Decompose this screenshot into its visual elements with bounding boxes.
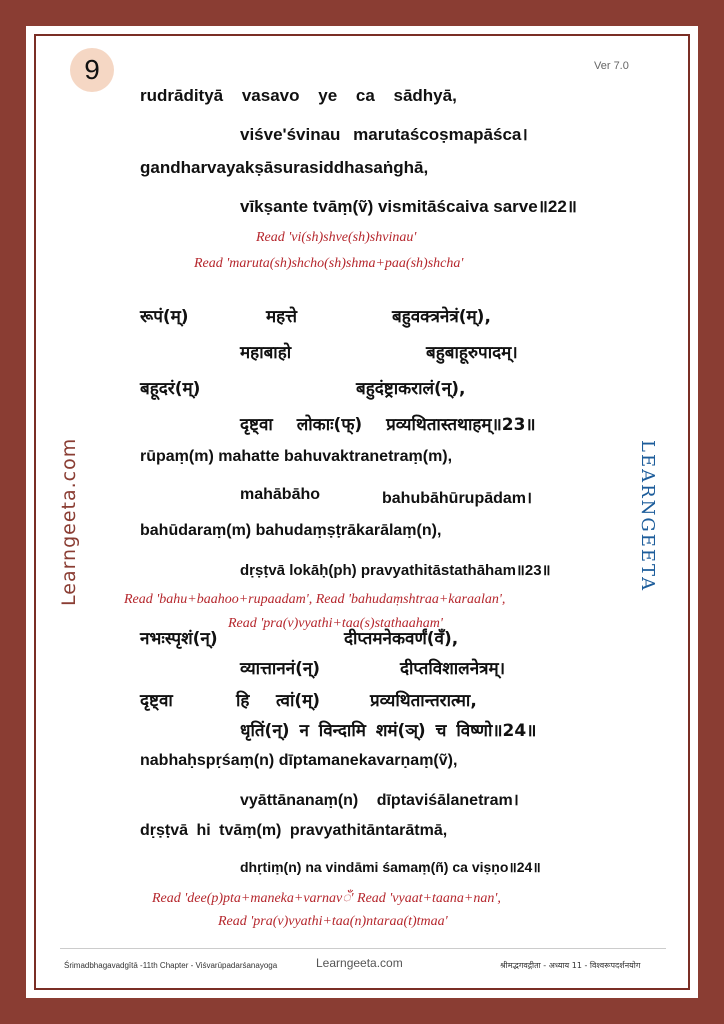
footer-divider — [60, 948, 666, 949]
verse24-roman-line3: dṛṣṭvā hi tvāṃ(m) pravyathitāntarātmā, — [140, 822, 448, 839]
verse23-roman-line4: dṛṣṭvā lokāḥ(ph) pravyathitāstathāham॥23॥ — [240, 562, 551, 579]
footer-left-text: Śrimadbhagavadgītā -11th Chapter - Viśvarūpadarśanayoga — [64, 961, 278, 970]
logo-text: LEARNGEETA — [637, 440, 658, 593]
verse23-deva-line3b: बहुदंष्ट्राकरालं(न्), — [356, 379, 466, 399]
verse22-line2: viśve'śvinau marutaścoṣmapāśca। — [240, 125, 528, 144]
read-note-22a: Read 'vi(sh)shve(sh)shvinau' — [256, 230, 417, 245]
verse23-deva-line2a: महाबाहो — [240, 343, 292, 363]
verse23-deva-line4: दृष्ट्वा लोकाः(फ्) प्रव्यथितास्तथाहम्॥23॥ — [240, 415, 536, 435]
read-note-22b: Read 'maruta(sh)shcho(sh)shma+paa(sh)shcha' — [194, 256, 464, 271]
verse24-deva-line3b: हि — [236, 691, 250, 711]
verse24-deva-line2b: दीप्तविशालनेत्रम्। — [400, 659, 506, 679]
version-label: Ver 7.0 — [594, 60, 629, 72]
verse24-roman-line4: dhṛtiṃ(n) na vindāmi śamaṃ(ñ) ca viṣṇo॥24॥ — [240, 859, 541, 875]
verse22-line1: rudrādityā vasavo ye ca sādhyā, — [140, 86, 457, 105]
side-website-label: Learngeeta.com — [58, 437, 80, 606]
verse23-deva-line1c: बहुवक्त्रनेत्रं(म्), — [392, 307, 491, 327]
read-note-23b: Read 'pra(v)vyathi+taa(s)stathaaham' — [228, 616, 443, 631]
verse23-deva-line1a: रूपं(म्) — [140, 307, 189, 327]
page-number-badge: 9 — [70, 48, 114, 92]
read-note-23a: Read 'bahu+baahoo+rupaadam', Read 'bahudaṃshtraa+karaalan', — [124, 592, 506, 607]
verse24-deva-line1a: नभःस्पृशं(न्) — [140, 629, 218, 649]
read-note-24a: Read 'dee(p)pta+maneka+varnavँ' Read 'vyaat+taana+nan', — [152, 891, 501, 906]
footer-website: Learngeeta.com — [316, 956, 403, 970]
verse24-deva-line2a: व्यात्ताननं(न्) — [240, 659, 321, 679]
verse24-deva-line3a: दृष्ट्वा — [140, 691, 173, 711]
verse24-deva-line1b: दीप्तमनेकवर्णं(वँ), — [344, 629, 459, 649]
verse23-roman-line2b: bahubāhūrupādam। — [382, 490, 533, 507]
verse24-deva-line3d: प्रव्यथितान्तरात्मा, — [370, 691, 477, 711]
verse23-roman-line3: bahūdaraṃ(m) bahudaṃṣṭrākarālaṃ(n), — [140, 522, 442, 539]
verse24-roman-line1: nabhaḥspṛśaṃ(n) dīptamanekavarṇaṃ(ṽ), — [140, 752, 458, 769]
footer-right-text: श्रीमद्भगवद्गीता - अध्याय 11 - विश्वरूपदर्शनयोग — [500, 961, 641, 970]
verse23-deva-line3a: बहूदरं(म्) — [140, 379, 201, 399]
verse23-deva-line1b: महत्ते — [266, 307, 297, 327]
read-note-24b: Read 'pra(v)vyathi+taa(n)ntaraa(t)tmaa' — [218, 914, 448, 929]
learngeeta-logo — [636, 440, 660, 593]
verse24-roman-line2: vyāttānanaṃ(n) dīptaviśālanetram। — [240, 792, 519, 809]
page-body — [36, 36, 688, 988]
verse23-deva-line2b: बहुबाहूरुपादम्। — [426, 343, 518, 363]
verse22-line4: vīkṣante tvāṃ(ṽ) vismitāścaiva sarve॥22॥ — [240, 197, 577, 216]
verse22-line3: gandharvayakṣāsurasiddhasaṅghā, — [140, 158, 429, 177]
verse23-roman-line2a: mahābāho — [240, 486, 321, 503]
verse23-roman-line1: rūpaṃ(m) mahatte bahuvaktranetraṃ(m), — [140, 448, 453, 465]
verse24-deva-line3c: त्वां(म्) — [276, 691, 321, 711]
verse24-deva-line4: धृतिं(न्) न विन्दामि शमं(ञ्) च विष्णो॥24॥ — [240, 721, 537, 741]
